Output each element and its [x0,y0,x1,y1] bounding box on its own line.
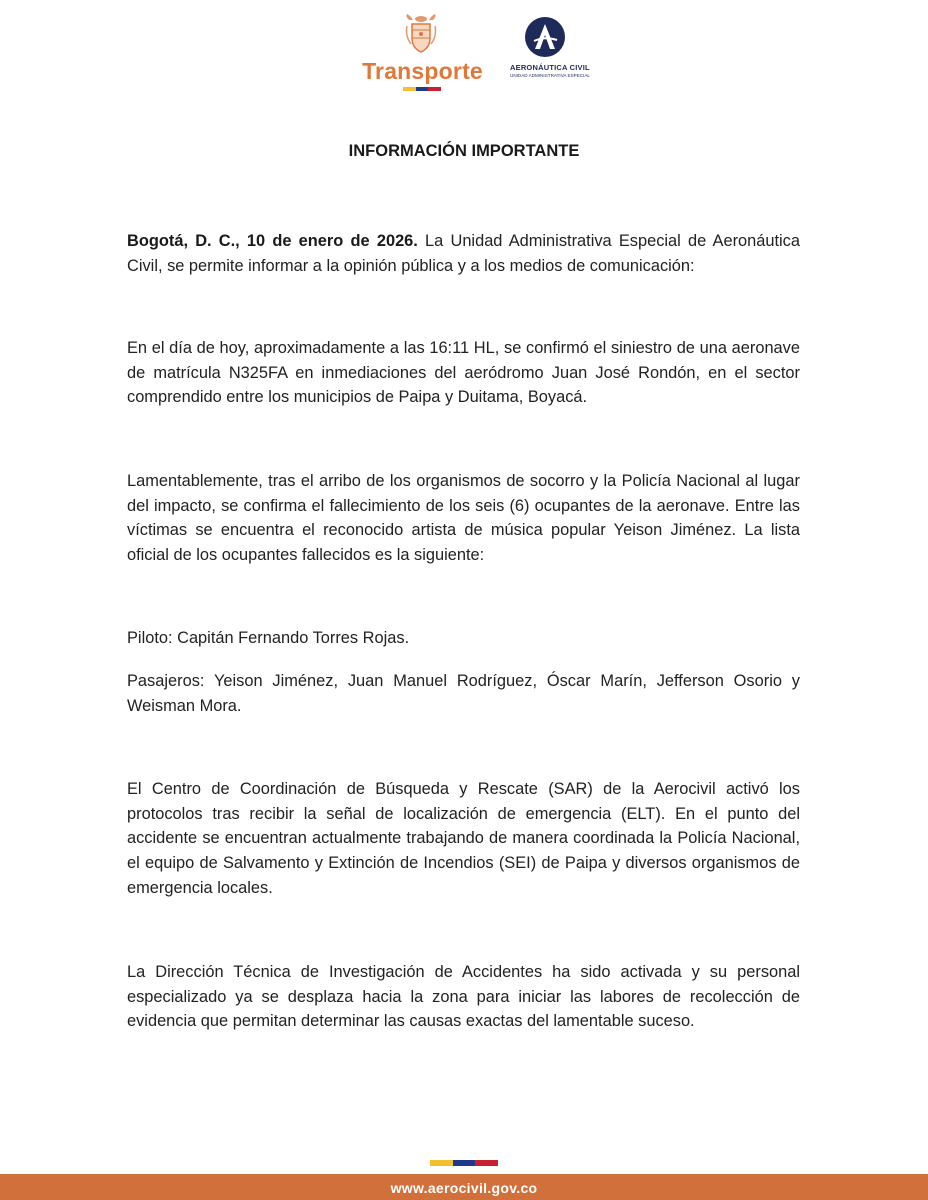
mintransporte-logo [360,14,485,94]
paragraph-pilot [127,626,800,651]
paragraph-incident [127,336,800,410]
aerocivil-logo-name: AERONÁUTICA CIVIL [510,63,590,72]
passengers-text: Pasajeros: Yeison Jiménez, Juan Manuel Rodríguez, Óscar Marín, Jefferson Osorio y Weisman Mora. [127,672,800,715]
paragraph-passengers [127,669,800,718]
intro-text: La Unidad Administrativa Especial de Aeronáutica Civil, se permite informar a la opinión pública y a los medios de comunicación: [127,232,800,275]
colombia-flag-bar [403,87,441,91]
aerocivil-logo [510,16,610,92]
paragraph-investigation [127,960,800,1034]
footer-url-link[interactable]: www.aerocivil.gov.co [390,1180,538,1196]
investigation-text: La Dirección Técnica de Investigación de Accidentes ha sido activada y su personal especializado ya se desplaza hacia la zona para iniciar las labores de recolección de evidencia que permitan determinar las causas exactas del lamentable suceso. [127,963,800,1031]
aerocivil-emblem-icon [524,16,566,58]
incident-text: En el día de hoy, aproximadamente a las 16:11 HL, se confirmó el siniestro de una aeronave de matrícula N325FA en inmediaciones del aeródromo Juan José Rondón, en el sector comprendido entre los municipios de Paipa y Duitama, Boyacá. [127,339,800,407]
paragraph-rescue [127,777,800,901]
date-location-lead: Bogotá, D. C., 10 de enero de 2026. [127,232,418,250]
document-header [0,14,928,94]
pilot-text: Piloto: Capitán Fernando Torres Rojas. [127,629,410,647]
paragraph-intro [127,229,800,278]
transporte-wordmark: Transporte [362,58,483,84]
rescue-text: El Centro de Coordinación de Búsqueda y Rescate (SAR) de la Aerocivil activó los protocolos tras recibir la señal de localización de emergencia (ELT). En el punto del accidente se encuentran actualmente trabajando de manera coordinada la Policía Nacional, el equipo de Salvamento y Extinción de Incendios (SEI) de Paipa y diversos organismos de emergencia locales. [127,780,800,897]
aerocivil-logo-subtitle: UNIDAD ADMINISTRATIVA ESPECIAL [510,73,590,78]
footer-flag-bar [430,1160,498,1166]
victims-text: Lamentablemente, tras el arribo de los organismos de socorro y la Policía Nacional al lugar del impacto, se confirma el fallecimiento de los seis (6) ocupantes de la aeronave. Entre las víctimas se encuentra el reconocido artista de música popular Yeison Jiménez. La lista oficial de los ocupantes fallecidos es la siguiente: [127,472,800,565]
document-title: INFORMACIÓN IMPORTANTE [348,142,580,160]
coat-of-arms-icon [403,14,439,54]
paragraph-victims [127,469,800,568]
